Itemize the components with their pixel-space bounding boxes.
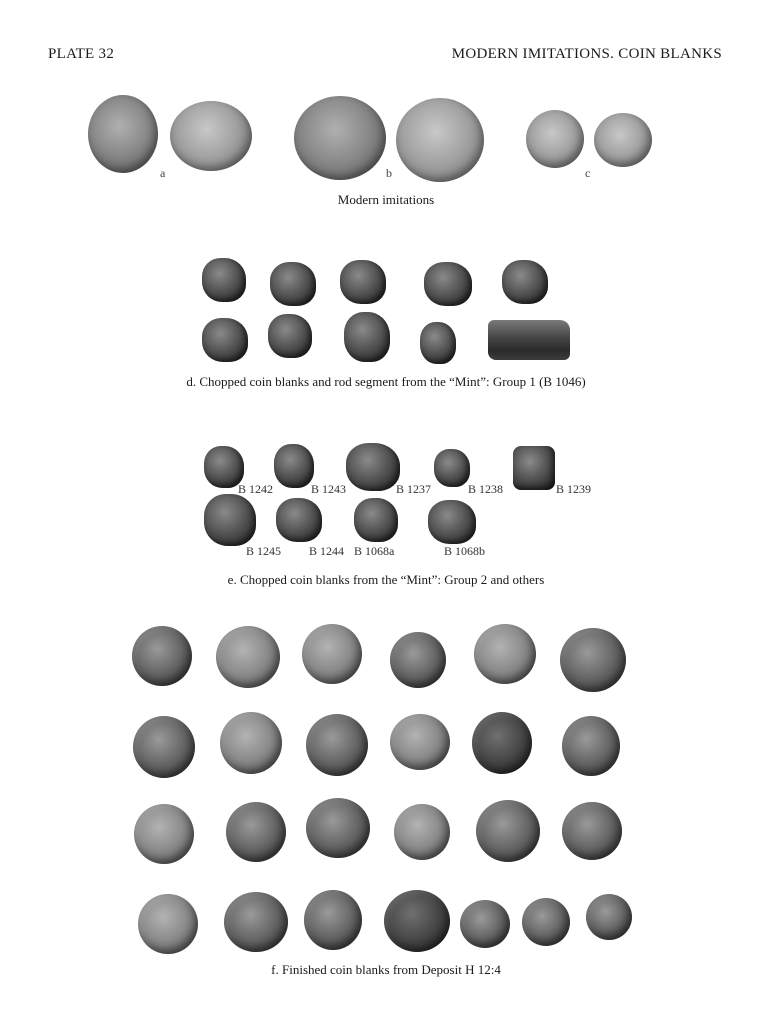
catalog-label: B 1068b bbox=[444, 544, 486, 558]
finished-blank-image bbox=[562, 802, 622, 860]
catalog-label: B 1245 bbox=[246, 544, 282, 558]
chopped-blank-image bbox=[428, 500, 476, 544]
catalog-label: B 1242 bbox=[238, 482, 274, 496]
chopped-blank-image bbox=[276, 498, 322, 542]
catalog-label: B 1244 bbox=[309, 544, 345, 558]
finished-blank-image bbox=[390, 714, 450, 770]
finished-blank-image bbox=[226, 802, 286, 862]
finished-blank-image bbox=[224, 892, 288, 952]
caption-group-1: d. Chopped coin blanks and rod segment from the “Mint”: Group 1 (B 1046) bbox=[186, 374, 586, 389]
rod-segment-image bbox=[488, 320, 570, 360]
finished-blank-image bbox=[460, 900, 510, 948]
finished-blank-image bbox=[562, 716, 620, 776]
chopped-blank-image bbox=[354, 498, 398, 542]
chopped-blank-image bbox=[346, 443, 400, 491]
finished-blank-image bbox=[560, 628, 626, 692]
chopped-blank-image bbox=[513, 446, 555, 490]
finished-blank-image bbox=[220, 712, 282, 774]
finished-blank-image bbox=[304, 890, 362, 950]
finished-blank-image bbox=[522, 898, 570, 946]
caption-modern-imitations: Modern imitations bbox=[337, 192, 435, 207]
catalog-label: B 1243 bbox=[311, 482, 347, 496]
caption-finished-blanks: f. Finished coin blanks from Deposit H 12:4 bbox=[271, 962, 501, 977]
caption-group-2: e. Chopped coin blanks from the “Mint”: Group 2 and others bbox=[227, 572, 545, 587]
finished-blank-image bbox=[133, 716, 195, 778]
coin-image-a-reverse bbox=[170, 101, 252, 171]
chopped-blank-image bbox=[202, 258, 246, 302]
catalog-label: B 1238 bbox=[468, 482, 504, 496]
chopped-blank-image bbox=[270, 262, 316, 306]
finished-blank-image bbox=[306, 714, 368, 776]
catalog-label: B 1239 bbox=[556, 482, 592, 496]
letter-a: a bbox=[160, 166, 166, 180]
finished-blank-image bbox=[302, 624, 362, 684]
letter-c: c bbox=[585, 166, 591, 180]
catalog-label: B 1237 bbox=[396, 482, 432, 496]
finished-blank-image bbox=[216, 626, 280, 688]
chopped-blank-image bbox=[420, 322, 456, 364]
finished-blank-image bbox=[132, 626, 192, 686]
chopped-blank-image bbox=[202, 318, 248, 362]
coin-image-b-obverse bbox=[294, 96, 386, 180]
letter-b: b bbox=[386, 166, 392, 180]
chopped-blank-image bbox=[274, 444, 314, 488]
finished-blank-image bbox=[586, 894, 632, 940]
finished-blank-image bbox=[134, 804, 194, 864]
plate-number: PLATE 32 bbox=[48, 46, 115, 62]
coin-image-c-obverse bbox=[526, 110, 584, 168]
chopped-blank-image bbox=[434, 449, 470, 487]
chopped-blank-image bbox=[502, 260, 548, 304]
chopped-blank-image bbox=[344, 312, 390, 362]
chopped-blank-image bbox=[268, 314, 312, 358]
finished-blank-image bbox=[394, 804, 450, 860]
finished-blank-image bbox=[384, 890, 450, 952]
coin-image-b-reverse bbox=[396, 98, 484, 182]
finished-blank-image bbox=[390, 632, 446, 688]
finished-blank-image bbox=[472, 712, 532, 774]
chopped-blank-image bbox=[424, 262, 472, 306]
catalog-label: B 1068a bbox=[354, 544, 395, 558]
plate-title: MODERN IMITATIONS. COIN BLANKS bbox=[451, 46, 722, 62]
chopped-blank-image bbox=[340, 260, 386, 304]
finished-blank-image bbox=[138, 894, 198, 954]
coin-image-a-obverse bbox=[88, 95, 158, 173]
finished-blank-image bbox=[476, 800, 540, 862]
chopped-blank-image bbox=[204, 494, 256, 546]
finished-blank-image bbox=[306, 798, 370, 858]
coin-image-c-reverse bbox=[594, 113, 652, 167]
finished-blank-image bbox=[474, 624, 536, 684]
